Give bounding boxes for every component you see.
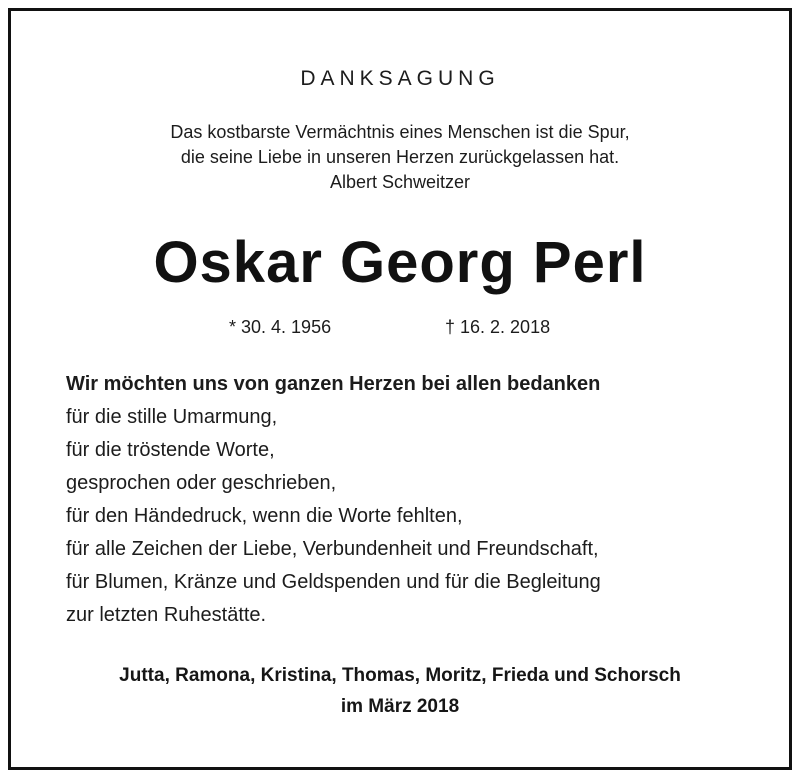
quote-author: Albert Schweitzer: [329, 172, 471, 192]
thanks-line: für den Händedruck, wenn die Worte fehlten,: [66, 505, 463, 527]
thanks-lead: Wir möchten uns von ganzen Herzen bei allen bedanken: [66, 373, 601, 395]
quote-line: die seine Liebe in unseren Herzen zurückgelassen hat.: [180, 147, 620, 167]
thanks-line: für alle Zeichen der Liebe, Verbundenheit und Freundschaft,: [66, 538, 599, 560]
deceased-name: Oskar Georg Perl: [153, 230, 647, 295]
signature-block: [11, 660, 789, 722]
signature-names: Jutta, Ramona, Kristina, Thomas, Moritz, Frieda und Schorsch: [119, 665, 681, 686]
notice-title: DANKSAGUNG: [300, 67, 500, 90]
thanks-line: für die stille Umarmung,: [66, 406, 278, 428]
thanks-line: zur letzten Ruhestätte.: [66, 604, 267, 626]
thanks-line: gesprochen oder geschrieben,: [66, 472, 337, 494]
thanks-line: für Blumen, Kränze und Geldspenden und für die Begleitung: [66, 571, 601, 593]
thanks-line: für die tröstende Worte,: [66, 439, 275, 461]
birth-date: * 30. 4. 1956: [229, 317, 332, 337]
thanks-text: [66, 368, 766, 632]
quote-block: [11, 120, 789, 195]
signature-date: im März 2018: [340, 696, 460, 717]
death-date: † 16. 2. 2018: [445, 317, 551, 337]
notice-content: [11, 11, 789, 767]
quote-line: Das kostbarste Vermächtnis eines Menschen ist die Spur,: [170, 122, 630, 142]
notice-frame: [8, 8, 792, 770]
